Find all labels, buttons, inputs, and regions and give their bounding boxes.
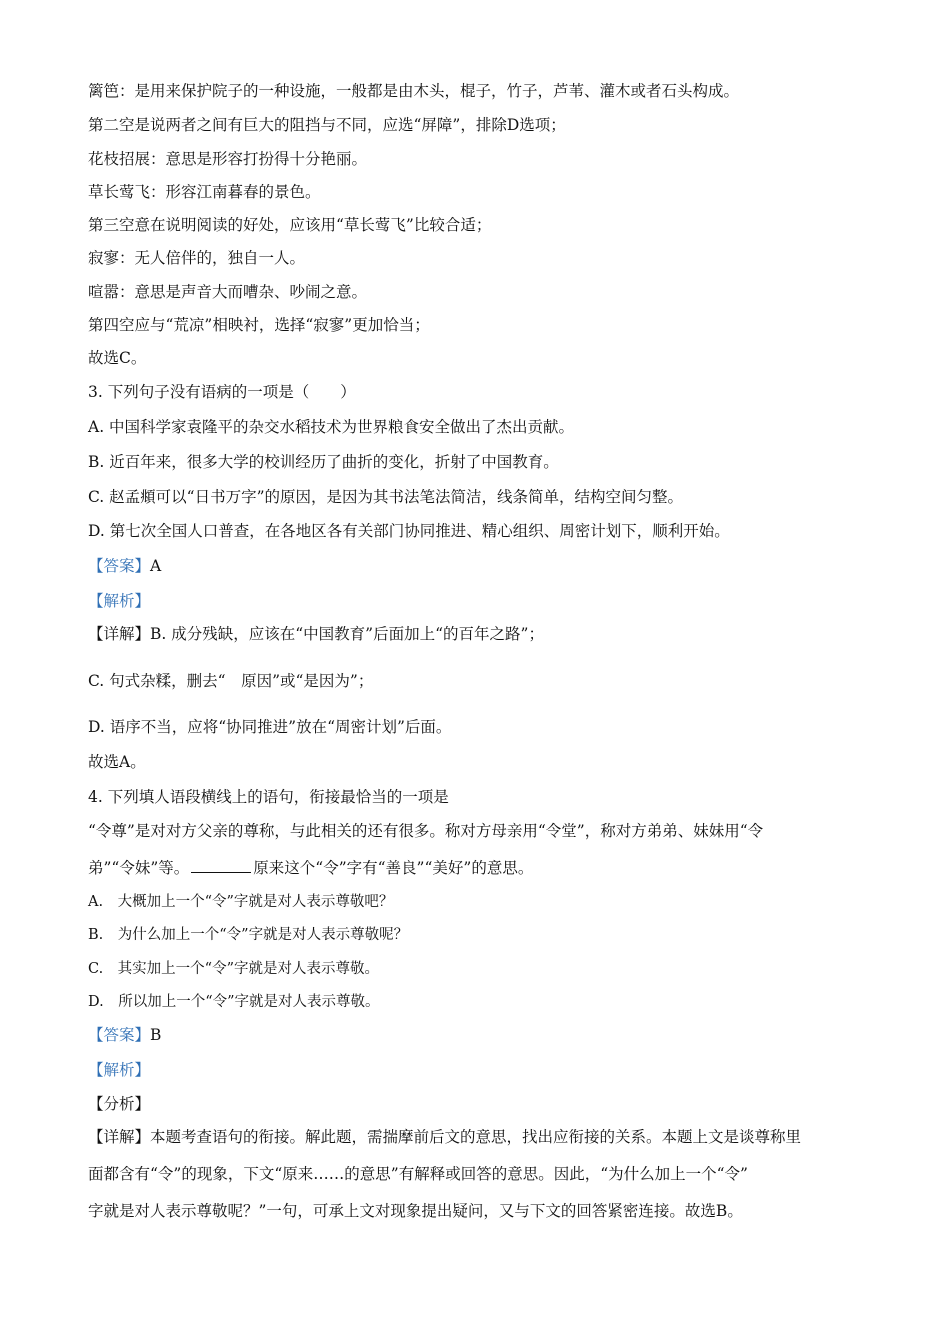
fill-blank bbox=[191, 858, 251, 873]
text-line: 寂寥：无人倍伴的，独自一人。 bbox=[88, 249, 306, 267]
answer-value: B bbox=[150, 1026, 162, 1044]
question-4-detail-line-2: 面都含有“令”的现象，下文“原来……的意思”有解释或回答的意思。因此，“为什么加上一个“令” bbox=[88, 1165, 748, 1183]
question-3-detail-b bbox=[88, 624, 544, 644]
question-4-option-b: B. 为什么加上一个“令”字就是对人表示尊敬呢？ bbox=[88, 927, 409, 943]
question-4-passage-line-1: “令尊”是对对方父亲的尊称，与此相关的还有很多。称对方母亲用“令堂”，称对方弟弟、妹妹用“令 bbox=[88, 822, 764, 840]
question-3-detail-c: C. 句式杂糅，删去“ 原因”或“是因为”； bbox=[88, 672, 374, 690]
question-4-analysis-tag: 【解析】 bbox=[88, 1061, 151, 1079]
question-3-conclusion: 故选A。 bbox=[88, 753, 146, 771]
question-3-option-b: B. 近百年来，很多大学的校训经历了曲折的变化，折射了中国教育。 bbox=[88, 453, 559, 471]
question-3-option-d: D. 第七次全国人口普查，在各地区各有关部门协同推进、精心组织、周密计划下，顺利开始。 bbox=[88, 522, 730, 540]
question-3-detail-d: D. 语序不当，应将“协同推进”放在“周密计划”后面。 bbox=[88, 718, 452, 736]
question-4-stem: 4. 下列填人语段横线上的语句，衔接最恰当的一项是 bbox=[88, 788, 449, 806]
question-3-option-c: C. 赵孟頫可以“日书万字”的原因，是因为其书法笔法简洁，线条简单，结构空间匀整。 bbox=[88, 488, 684, 506]
answer-tag: 【答案】 bbox=[88, 557, 151, 575]
detail-tag: 【详解】 bbox=[88, 1128, 151, 1146]
question-4-detail-line-1 bbox=[88, 1127, 801, 1147]
text-line: 第二空是说两者之间有巨大的阻挡与不同，应选“屏障”，排除D选项； bbox=[88, 116, 566, 134]
text-line: 第三空意在说明阅读的好处，应该用“草长莺飞”比较合适； bbox=[88, 216, 492, 234]
question-3-analysis-tag: 【解析】 bbox=[88, 592, 151, 610]
text-line: 喧嚣：意思是声音大而嘈杂、吵闹之意。 bbox=[88, 283, 368, 301]
detail-text: B. 成分残缺，应该在“中国教育”后面加上“的百年之路”； bbox=[150, 625, 544, 643]
detail-tag: 【详解】 bbox=[88, 625, 151, 643]
passage-text: 弟”“令妹”等。 bbox=[88, 859, 190, 877]
text-line: 草长莺飞：形容江南暮春的景色。 bbox=[88, 183, 321, 201]
answer-tag: 【答案】 bbox=[88, 1026, 151, 1044]
text-line: 花枝招展：意思是形容打扮得十分艳丽。 bbox=[88, 150, 368, 168]
question-3-answer bbox=[88, 556, 161, 576]
answer-value: A bbox=[150, 557, 162, 575]
question-4-option-a: A. 大概加上一个“令”字就是对人表示尊敬吧？ bbox=[88, 894, 394, 910]
text-line: 篱笆：是用来保护院子的一种设施，一般都是由木头，棍子，竹子，芦苇、灌木或者石头构成。 bbox=[88, 82, 740, 100]
question-3-stem: 3. 下列句子没有语病的一项是（ ） bbox=[88, 383, 356, 401]
question-4-option-d: D. 所以加上一个“令”字就是对人表示尊敬。 bbox=[88, 994, 380, 1010]
question-3-option-a: A. 中国科学家袁隆平的杂交水稻技术为世界粮食安全做出了杰出贡献。 bbox=[88, 418, 575, 436]
question-4-passage-line-2 bbox=[88, 858, 533, 878]
passage-text: 原来这个“令”字有“善良”“美好”的意思。 bbox=[253, 859, 534, 877]
text-line: 第四空应与“荒凉”相映衬，选择“寂寥”更加恰当； bbox=[88, 316, 430, 334]
text-line: 故选C。 bbox=[88, 349, 147, 367]
question-4-option-c: C. 其实加上一个“令”字就是对人表示尊敬。 bbox=[88, 961, 380, 977]
question-4-fenxi-tag: 【分析】 bbox=[88, 1095, 151, 1113]
detail-text: 本题考查语句的衔接。解此题，需揣摩前后文的意思，找出应衔接的关系。本题上文是谈尊称里 bbox=[150, 1128, 802, 1146]
question-4-detail-line-3: 字就是对人表示尊敬呢？”一句，可承上文对现象提出疑问，又与下文的回答紧密连接。故选B。 bbox=[88, 1202, 743, 1220]
question-4-answer bbox=[88, 1025, 161, 1045]
